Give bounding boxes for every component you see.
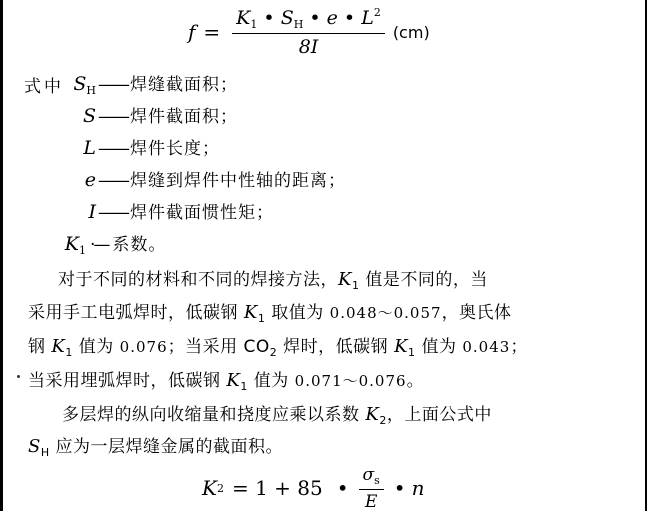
k2-dot-1: •: [336, 476, 349, 500]
num-dot-1: •: [263, 7, 275, 29]
para2-line1: 多层焊的纵向收缩量和挠度应乘以系数 $K_2$，上面公式中: [62, 404, 492, 427]
left-border: [0, 0, 3, 511]
k2-numerator: $\sigma_s$: [359, 465, 384, 490]
k2-denominator: E: [364, 491, 378, 512]
num-s-sub: H: [293, 18, 304, 31]
para1-line2: 采用手工电弧焊时，低碳钢 $K_1$ 取值为 0.048～0.057，奥氏体: [28, 302, 512, 325]
k2-lhs-sub: 2: [216, 481, 224, 495]
formula-lhs: f: [188, 20, 196, 44]
num-l-sup: 2: [373, 6, 381, 19]
k2-fraction: [359, 465, 384, 512]
definition-row: [40, 70, 238, 97]
def-symbol: L: [83, 137, 96, 159]
def-text: 焊件截面积；: [130, 107, 238, 127]
formula-denominator: 8I: [298, 36, 319, 58]
def-text: 系数。: [112, 235, 167, 255]
para2-line2: $S_H$ 应为一层焊缝金属的截面积。: [28, 436, 284, 459]
def-dash: ——: [98, 139, 128, 159]
k2-formula: [202, 466, 424, 510]
def-text: 焊件长度；: [130, 139, 220, 159]
num-k-sub: 1: [250, 18, 258, 31]
definition-row: [40, 166, 346, 193]
num-dot-2: •: [309, 7, 321, 29]
defs-label: 式中: [24, 77, 64, 97]
para1-line4: 当采用埋弧焊时，低碳钢 $K_1$ 值为 0.071～0.076。: [28, 370, 425, 393]
definition-row: [30, 230, 166, 257]
def-symbol: $K_1$: [64, 233, 86, 257]
k2-dot-2: •: [393, 476, 406, 500]
definition-row: [40, 102, 238, 129]
num-l: L: [361, 7, 374, 29]
def-text: 焊件截面惯性矩；: [130, 203, 274, 223]
k2-rhs: = 1 + 85: [231, 476, 323, 500]
formula-numerator: [232, 6, 385, 34]
def-symbol: $S_H$: [73, 73, 96, 97]
k2-lhs: K: [202, 476, 217, 500]
def-symbol: I: [88, 201, 96, 223]
formula-equals: =: [203, 20, 221, 44]
num-dot-3: •: [343, 7, 356, 29]
def-dash: ——: [98, 107, 128, 127]
def-text: 焊缝截面积；: [130, 75, 238, 95]
def-symbol: S: [82, 105, 96, 127]
num-e: e: [326, 7, 338, 29]
def-dash: ——: [98, 75, 128, 95]
num-s: S: [280, 7, 294, 29]
num-k: K: [236, 7, 251, 29]
def-text: 焊缝到焊件中性轴的距离；: [130, 171, 346, 191]
def-dash: ·—: [90, 235, 109, 255]
formula-unit: (cm): [392, 22, 430, 42]
scan-speck: [17, 375, 20, 378]
k2-n: n: [411, 476, 425, 500]
def-dash: ——: [98, 171, 128, 191]
formula-fraction: [232, 6, 385, 58]
definition-row: [40, 198, 274, 225]
definition-row: [40, 134, 220, 161]
def-symbol: e: [84, 169, 96, 191]
def-dash: ——: [98, 203, 128, 223]
para1-line1: 对于不同的材料和不同的焊接方法，$K_1$ 值是不同的，当: [58, 269, 488, 292]
para1-line3: 钢 $K_1$ 值为 0.076；当采用 $CO_2$ 焊时，低碳钢 $K_1$ 值为 0.043；: [28, 336, 528, 359]
right-border: [645, 0, 647, 511]
deflection-formula: [188, 4, 430, 60]
